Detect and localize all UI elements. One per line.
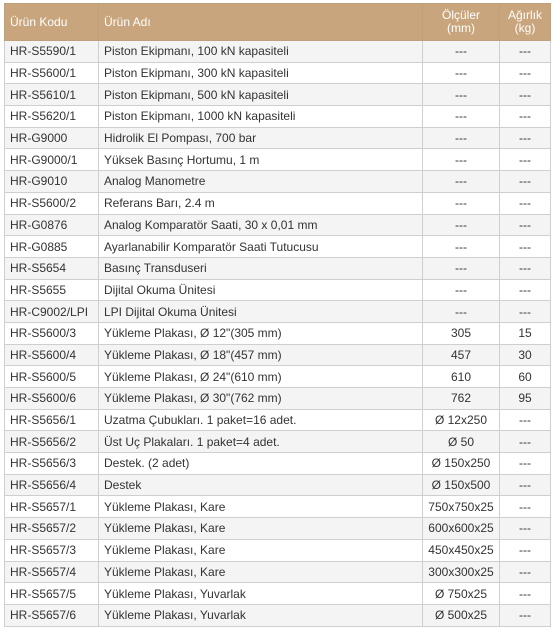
product-table-container: [4, 3, 551, 627]
header-weight-unit: (kg): [514, 21, 536, 35]
cell-product-name: Yükleme Plakası, Yuvarlak: [99, 583, 423, 605]
table-row: [5, 322, 551, 344]
cell-dimensions: ---: [423, 84, 500, 106]
cell-product-name: Yükleme Plakası, Kare: [99, 561, 423, 583]
table-row: [5, 279, 551, 301]
cell-product-name: Yükleme Plakası, Kare: [99, 539, 423, 561]
cell-dimensions: 610: [423, 366, 500, 388]
cell-dimensions: ---: [423, 279, 500, 301]
cell-product-name: Yükleme Plakası, Yuvarlak: [99, 604, 423, 626]
header-dimensions-unit: (mm): [447, 21, 475, 35]
cell-product-code: HR-S5600/5: [5, 366, 99, 388]
table-row: [5, 583, 551, 605]
cell-weight: ---: [500, 192, 551, 214]
cell-product-name: Yükleme Plakası, Ø 24"(610 mm): [99, 366, 423, 388]
cell-product-code: HR-S5600/4: [5, 344, 99, 366]
cell-weight: ---: [500, 127, 551, 149]
cell-weight: ---: [500, 301, 551, 323]
cell-dimensions: ---: [423, 62, 500, 84]
cell-weight: ---: [500, 518, 551, 540]
cell-weight: 60: [500, 366, 551, 388]
cell-product-name: Yüksek Basınç Hortumu, 1 m: [99, 149, 423, 171]
table-row: [5, 127, 551, 149]
table-row: [5, 604, 551, 626]
cell-product-name: Destek. (2 adet): [99, 453, 423, 475]
table-row: [5, 431, 551, 453]
cell-product-code: HR-G9000/1: [5, 149, 99, 171]
table-row: [5, 192, 551, 214]
cell-dimensions: 750x750x25: [423, 496, 500, 518]
cell-product-name: Analog Manometre: [99, 171, 423, 193]
cell-weight: ---: [500, 84, 551, 106]
header-dimensions: [423, 4, 500, 41]
cell-product-name: Piston Ekipmanı, 500 kN kapasiteli: [99, 84, 423, 106]
cell-weight: ---: [500, 604, 551, 626]
table-row: [5, 301, 551, 323]
cell-product-name: Referans Barı, 2.4 m: [99, 192, 423, 214]
cell-product-name: Destek: [99, 474, 423, 496]
cell-dimensions: ---: [423, 236, 500, 258]
cell-weight: ---: [500, 62, 551, 84]
cell-product-code: HR-S5600/6: [5, 388, 99, 410]
cell-dimensions: ---: [423, 214, 500, 236]
table-row: [5, 171, 551, 193]
cell-product-code: HR-G0885: [5, 236, 99, 258]
cell-product-code: HR-S5654: [5, 257, 99, 279]
cell-weight: 30: [500, 344, 551, 366]
cell-product-name: Yükleme Plakası, Kare: [99, 496, 423, 518]
cell-weight: ---: [500, 171, 551, 193]
table-row: [5, 539, 551, 561]
cell-product-code: HR-G0876: [5, 214, 99, 236]
header-dimensions-title: Ölçüler: [441, 8, 480, 22]
cell-dimensions: 457: [423, 344, 500, 366]
cell-dimensions: 600x600x25: [423, 518, 500, 540]
cell-weight: ---: [500, 149, 551, 171]
table-row: [5, 106, 551, 128]
table-row: [5, 388, 551, 410]
table-row: [5, 409, 551, 431]
cell-dimensions: Ø 750x25: [423, 583, 500, 605]
cell-dimensions: ---: [423, 171, 500, 193]
cell-product-code: HR-C9002/LPI: [5, 301, 99, 323]
cell-dimensions: ---: [423, 41, 500, 63]
cell-dimensions: 762: [423, 388, 500, 410]
table-row: [5, 257, 551, 279]
table-row: [5, 214, 551, 236]
cell-product-code: HR-S5610/1: [5, 84, 99, 106]
cell-product-code: HR-S5657/1: [5, 496, 99, 518]
table-row: [5, 474, 551, 496]
cell-weight: 15: [500, 322, 551, 344]
cell-product-code: HR-S5656/4: [5, 474, 99, 496]
cell-product-code: HR-G9010: [5, 171, 99, 193]
header-product-code: Ürün Kodu: [5, 4, 99, 41]
cell-weight: ---: [500, 41, 551, 63]
cell-product-name: Yükleme Plakası, Ø 12"(305 mm): [99, 322, 423, 344]
table-row: [5, 84, 551, 106]
cell-weight: 95: [500, 388, 551, 410]
cell-weight: ---: [500, 474, 551, 496]
cell-product-name: Piston Ekipmanı, 1000 kN kapasiteli: [99, 106, 423, 128]
cell-weight: ---: [500, 214, 551, 236]
cell-product-code: HR-S5656/2: [5, 431, 99, 453]
cell-product-name: Yükleme Plakası, Ø 18"(457 mm): [99, 344, 423, 366]
cell-product-name: Yükleme Plakası, Ø 30"(762 mm): [99, 388, 423, 410]
cell-product-code: HR-S5600/1: [5, 62, 99, 84]
cell-weight: ---: [500, 279, 551, 301]
cell-dimensions: Ø 50: [423, 431, 500, 453]
cell-product-code: HR-G9000: [5, 127, 99, 149]
product-table: [4, 3, 551, 627]
cell-product-name: Yükleme Plakası, Kare: [99, 518, 423, 540]
cell-weight: ---: [500, 257, 551, 279]
cell-dimensions: ---: [423, 257, 500, 279]
cell-weight: ---: [500, 431, 551, 453]
cell-weight: ---: [500, 236, 551, 258]
cell-dimensions: Ø 150x250: [423, 453, 500, 475]
cell-dimensions: ---: [423, 192, 500, 214]
cell-dimensions: ---: [423, 149, 500, 171]
header-row: [5, 4, 551, 41]
cell-weight: ---: [500, 561, 551, 583]
cell-dimensions: Ø 500x25: [423, 604, 500, 626]
cell-product-code: HR-S5620/1: [5, 106, 99, 128]
table-row: [5, 366, 551, 388]
cell-product-code: HR-S5657/3: [5, 539, 99, 561]
cell-product-code: HR-S5657/4: [5, 561, 99, 583]
cell-product-code: HR-S5655: [5, 279, 99, 301]
cell-product-name: LPI Dijital Okuma Ünitesi: [99, 301, 423, 323]
cell-product-name: Basınç Transduseri: [99, 257, 423, 279]
cell-product-name: Analog Komparatör Saati, 30 x 0,01 mm: [99, 214, 423, 236]
cell-product-code: HR-S5600/3: [5, 322, 99, 344]
cell-product-name: Piston Ekipmanı, 100 kN kapasiteli: [99, 41, 423, 63]
table-row: [5, 518, 551, 540]
cell-weight: ---: [500, 583, 551, 605]
header-weight: [500, 4, 551, 41]
cell-weight: ---: [500, 496, 551, 518]
cell-dimensions: ---: [423, 127, 500, 149]
cell-product-name: Hidrolik El Pompası, 700 bar: [99, 127, 423, 149]
cell-product-name: Üst Uç Plakaları. 1 paket=4 adet.: [99, 431, 423, 453]
cell-product-name: Dijital Okuma Ünitesi: [99, 279, 423, 301]
table-row: [5, 496, 551, 518]
cell-dimensions: ---: [423, 301, 500, 323]
cell-dimensions: Ø 150x500: [423, 474, 500, 496]
cell-dimensions: 305: [423, 322, 500, 344]
table-row: [5, 344, 551, 366]
table-header: [5, 4, 551, 41]
table-row: [5, 41, 551, 63]
cell-product-code: HR-S5656/1: [5, 409, 99, 431]
cell-product-name: Piston Ekipmanı, 300 kN kapasiteli: [99, 62, 423, 84]
cell-weight: ---: [500, 106, 551, 128]
header-product-name: Ürün Adı: [99, 4, 423, 41]
table-row: [5, 561, 551, 583]
cell-product-code: HR-S5656/3: [5, 453, 99, 475]
table-body: [5, 41, 551, 627]
cell-product-code: HR-S5657/5: [5, 583, 99, 605]
table-row: [5, 62, 551, 84]
cell-product-code: HR-S5657/6: [5, 604, 99, 626]
cell-product-name: Ayarlanabilir Komparatör Saati Tutucusu: [99, 236, 423, 258]
table-row: [5, 453, 551, 475]
cell-dimensions: ---: [423, 106, 500, 128]
table-row: [5, 149, 551, 171]
header-weight-title: Ağırlık: [507, 8, 542, 22]
cell-dimensions: 450x450x25: [423, 539, 500, 561]
cell-weight: ---: [500, 409, 551, 431]
cell-dimensions: 300x300x25: [423, 561, 500, 583]
cell-weight: ---: [500, 539, 551, 561]
cell-dimensions: Ø 12x250: [423, 409, 500, 431]
cell-product-code: HR-S5657/2: [5, 518, 99, 540]
cell-product-name: Uzatma Çubukları. 1 paket=16 adet.: [99, 409, 423, 431]
table-row: [5, 236, 551, 258]
cell-weight: ---: [500, 453, 551, 475]
cell-product-code: HR-S5600/2: [5, 192, 99, 214]
cell-product-code: HR-S5590/1: [5, 41, 99, 63]
